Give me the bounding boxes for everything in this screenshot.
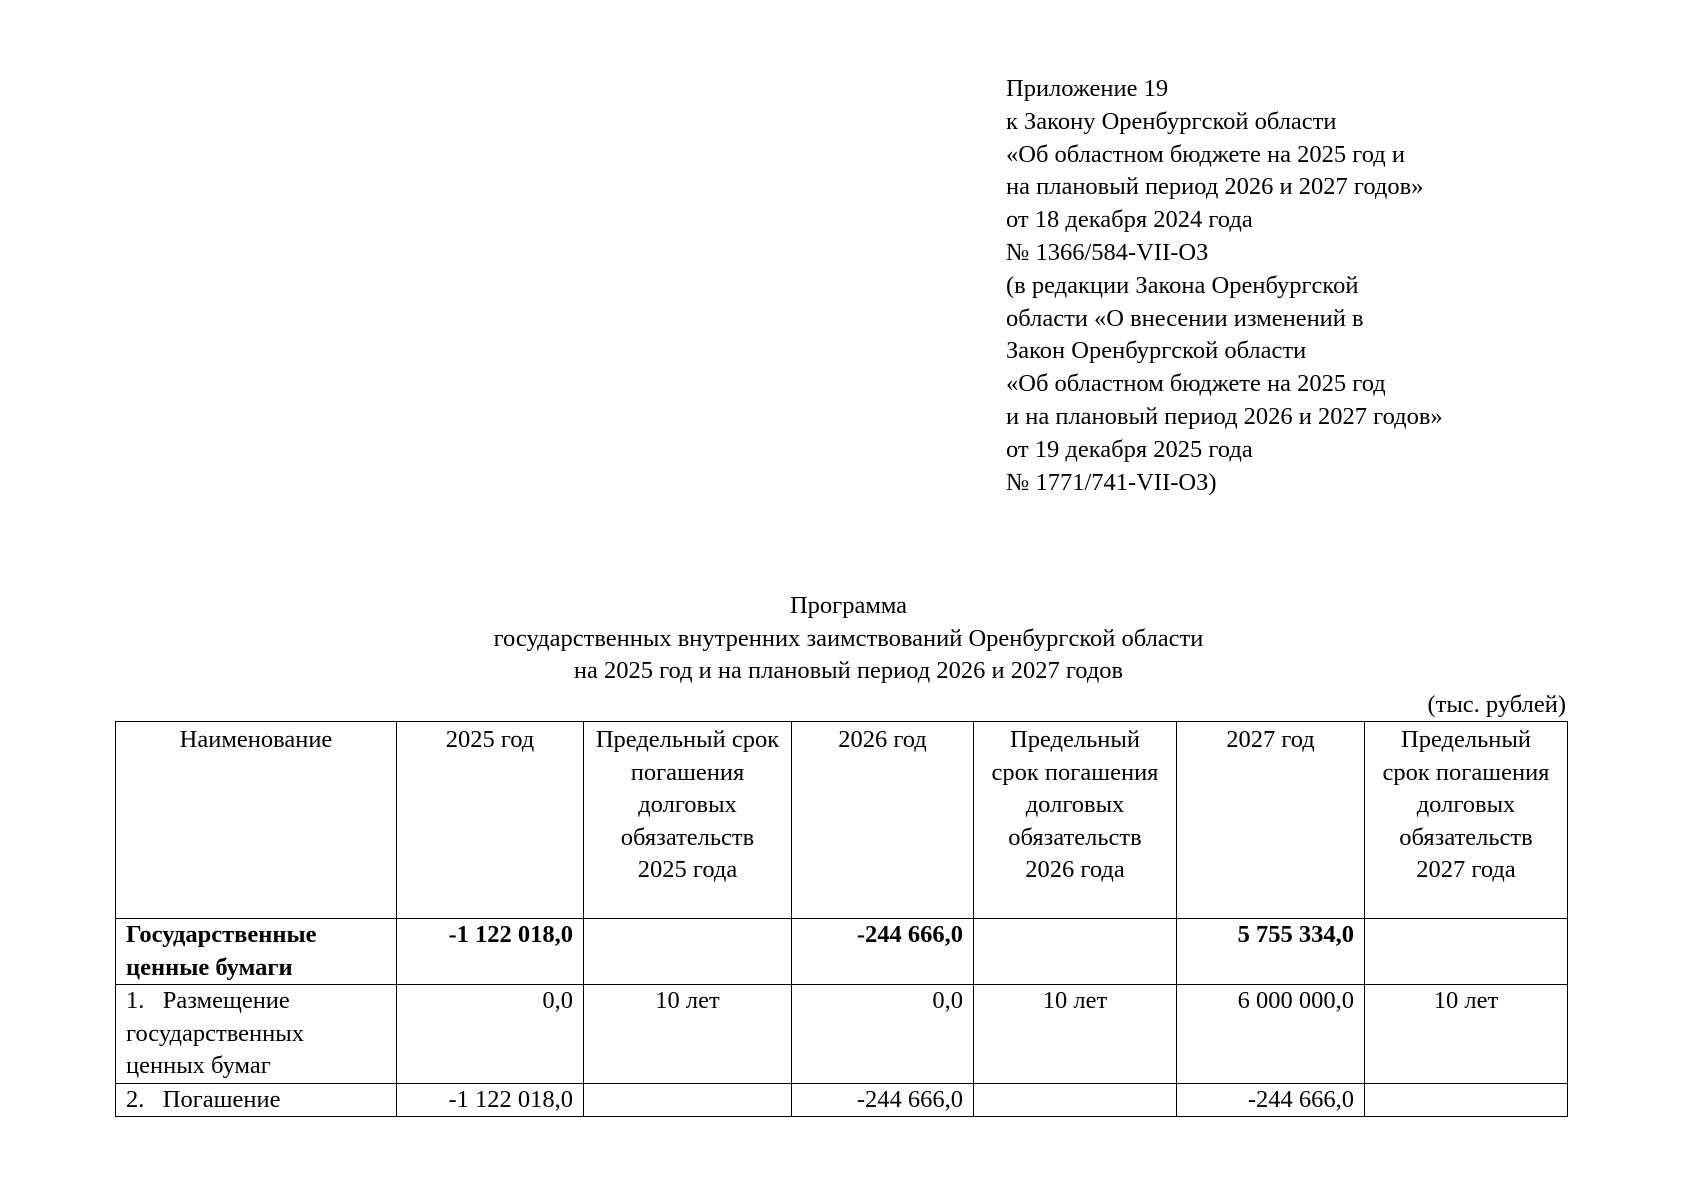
value-2026: 0,0 <box>792 985 974 1084</box>
appendix-line: на плановый период 2026 и 2027 годов» <box>1006 173 1424 201</box>
row-name: Государственные ценные бумаги <box>116 919 397 985</box>
header-term-2025: Предельный срок погашения долговых обязательств 2025 года <box>584 722 792 919</box>
appendix-header <box>1006 73 1443 499</box>
title-line-2: государственных внутренних заимствований Оренбургской области <box>493 624 1204 652</box>
appendix-line: (в редакции Закона Оренбургской <box>1006 271 1359 299</box>
appendix-line: к Закону Оренбургской области <box>1006 107 1337 135</box>
value-2026: -244 666,0 <box>792 919 974 985</box>
appendix-line: «Об областном бюджете на 2025 год и <box>1006 140 1405 168</box>
title-line-1: Программа <box>789 592 908 619</box>
header-term-2027: Предельный срок погашения долговых обязательств 2027 года <box>1365 722 1568 919</box>
term-2025 <box>584 1083 792 1117</box>
header-name: Наименование <box>116 722 397 919</box>
header-2026: 2026 год <box>792 722 974 919</box>
appendix-line: Закон Оренбургской области <box>1006 337 1307 365</box>
appendix-line: № 1366/584-VII-ОЗ <box>1006 238 1209 266</box>
appendix-line: № 1771/741-VII-ОЗ) <box>1006 468 1217 496</box>
appendix-line: Приложение 19 <box>1006 75 1169 102</box>
appendix-line: «Об областном бюджете на 2025 год <box>1006 370 1386 398</box>
value-2027: -244 666,0 <box>1177 1083 1365 1117</box>
value-2026: -244 666,0 <box>792 1083 974 1117</box>
header-term-2026: Предельный срок погашения долговых обязательств 2026 года <box>974 722 1177 919</box>
row-name: 2. Погашение <box>116 1083 397 1117</box>
term-2025: 10 лет <box>584 985 792 1084</box>
appendix-line: от 19 декабря 2025 года <box>1006 435 1253 463</box>
units-label: (тыс. рублей) <box>1427 691 1566 718</box>
term-2026: 10 лет <box>974 985 1177 1084</box>
appendix-line: области «О внесении изменений в <box>1006 304 1364 332</box>
value-2025: 0,0 <box>397 985 584 1084</box>
title-line-3: на 2025 год и на плановый период 2026 и 2027 годов <box>573 657 1124 684</box>
table-row <box>116 1083 1568 1117</box>
header-2027: 2027 год <box>1177 722 1365 919</box>
term-2027 <box>1365 919 1568 985</box>
row-name: 1. Размещение государственных ценных бумаг <box>116 985 397 1084</box>
value-2025: -1 122 018,0 <box>397 1083 584 1117</box>
table-row <box>116 985 1568 1084</box>
appendix-line: и на плановый период 2026 и 2027 годов» <box>1006 402 1443 430</box>
document-title <box>0 590 1697 688</box>
table-row <box>116 919 1568 985</box>
term-2027: 10 лет <box>1365 985 1568 1084</box>
value-2027: 5 755 334,0 <box>1177 919 1365 985</box>
value-2025: -1 122 018,0 <box>397 919 584 985</box>
term-2027 <box>1365 1083 1568 1117</box>
term-2026 <box>974 919 1177 985</box>
term-2026 <box>974 1083 1177 1117</box>
table-header-row <box>116 722 1568 919</box>
term-2025 <box>584 919 792 985</box>
value-2027: 6 000 000,0 <box>1177 985 1365 1084</box>
header-2025: 2025 год <box>397 722 584 919</box>
appendix-line: от 18 декабря 2024 года <box>1006 206 1253 234</box>
borrowing-program-table <box>115 721 1568 1117</box>
